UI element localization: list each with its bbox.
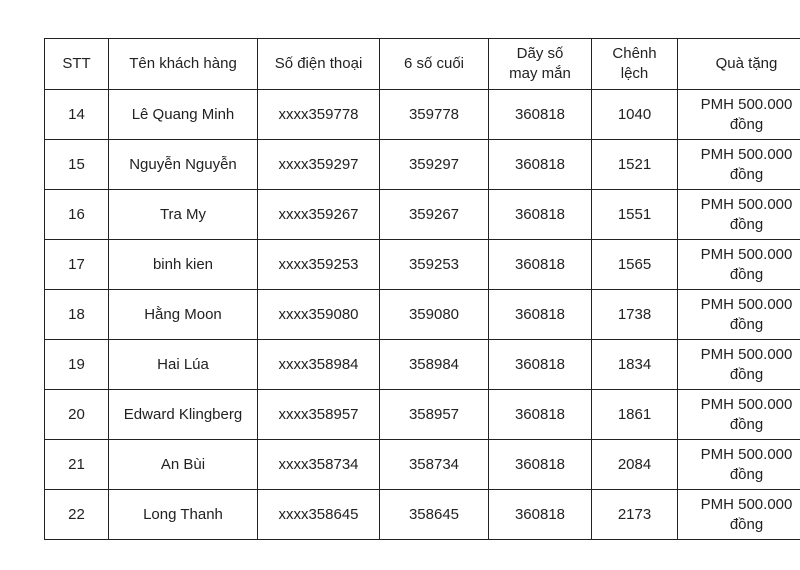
table-cell: 360818	[489, 140, 592, 190]
table-cell: 21	[45, 440, 109, 490]
table-cell: 16	[45, 190, 109, 240]
table-row	[45, 240, 800, 290]
table-cell: Edward Klingberg	[109, 390, 258, 440]
table-cell: PMH 500.000 đồng	[678, 440, 800, 490]
table-cell: PMH 500.000 đồng	[678, 390, 800, 440]
table-cell: PMH 500.000 đồng	[678, 290, 800, 340]
table-cell: xxxx359778	[258, 90, 380, 140]
table-cell: 360818	[489, 190, 592, 240]
table-row	[45, 390, 800, 440]
table-cell: 2084	[592, 440, 678, 490]
table-cell: 360818	[489, 440, 592, 490]
table-cell: 1834	[592, 340, 678, 390]
table-cell: xxxx358957	[258, 390, 380, 440]
table-row	[45, 90, 800, 140]
header-row	[45, 39, 800, 90]
table-cell: 360818	[489, 290, 592, 340]
table-cell: 358957	[380, 390, 489, 440]
table-row	[45, 440, 800, 490]
table-cell: 358984	[380, 340, 489, 390]
table-cell: Nguyễn Nguyễn	[109, 140, 258, 190]
table-cell: xxxx359253	[258, 240, 380, 290]
table-row	[45, 290, 800, 340]
table-cell: 358734	[380, 440, 489, 490]
table-row	[45, 190, 800, 240]
table-cell: 360818	[489, 90, 592, 140]
table-cell: 22	[45, 490, 109, 540]
table-cell: Hằng Moon	[109, 290, 258, 340]
table-cell: 14	[45, 90, 109, 140]
table-cell: 17	[45, 240, 109, 290]
table-cell: 1565	[592, 240, 678, 290]
table-cell: Hai Lúa	[109, 340, 258, 390]
table-row	[45, 490, 800, 540]
table-row	[45, 140, 800, 190]
table-cell: PMH 500.000 đồng	[678, 90, 800, 140]
table-cell: PMH 500.000 đồng	[678, 190, 800, 240]
table-cell: Long Thanh	[109, 490, 258, 540]
table-cell: 360818	[489, 340, 592, 390]
table-cell: Tra My	[109, 190, 258, 240]
table-cell: 1738	[592, 290, 678, 340]
table-cell: xxxx359297	[258, 140, 380, 190]
table-cell: xxxx359267	[258, 190, 380, 240]
table-row	[45, 340, 800, 390]
table-cell: 1040	[592, 90, 678, 140]
table-cell: 1551	[592, 190, 678, 240]
table-cell: 1861	[592, 390, 678, 440]
table-cell: 358645	[380, 490, 489, 540]
table-cell: PMH 500.000 đồng	[678, 490, 800, 540]
header-cell: Quà tặng	[678, 39, 800, 90]
table-cell: PMH 500.000 đồng	[678, 340, 800, 390]
table-cell: Lê Quang Minh	[109, 90, 258, 140]
table-cell: xxxx358645	[258, 490, 380, 540]
table-cell: 18	[45, 290, 109, 340]
header-cell: Chênh lệch	[592, 39, 678, 90]
table-cell: 359080	[380, 290, 489, 340]
table-cell: 359267	[380, 190, 489, 240]
table-cell: 359297	[380, 140, 489, 190]
header-cell: Dãy số may mắn	[489, 39, 592, 90]
header-cell: Số điện thoại	[258, 39, 380, 90]
table-cell: xxxx358734	[258, 440, 380, 490]
table-cell: 2173	[592, 490, 678, 540]
header-cell: 6 số cuối	[380, 39, 489, 90]
table-body	[45, 90, 800, 540]
table-cell: 20	[45, 390, 109, 440]
table-cell: 360818	[489, 240, 592, 290]
table-cell: 19	[45, 340, 109, 390]
winners-table	[44, 38, 800, 540]
table-cell: 360818	[489, 390, 592, 440]
table-cell: xxxx359080	[258, 290, 380, 340]
table-cell: PMH 500.000 đồng	[678, 140, 800, 190]
header-cell: Tên khách hàng	[109, 39, 258, 90]
table-cell: 359253	[380, 240, 489, 290]
table-cell: PMH 500.000 đồng	[678, 240, 800, 290]
table-cell: binh kien	[109, 240, 258, 290]
header-cell: STT	[45, 39, 109, 90]
table-cell: 15	[45, 140, 109, 190]
table-cell: xxxx358984	[258, 340, 380, 390]
table-cell: 1521	[592, 140, 678, 190]
table-cell: 360818	[489, 490, 592, 540]
table-cell: 359778	[380, 90, 489, 140]
table-cell: An Bùi	[109, 440, 258, 490]
